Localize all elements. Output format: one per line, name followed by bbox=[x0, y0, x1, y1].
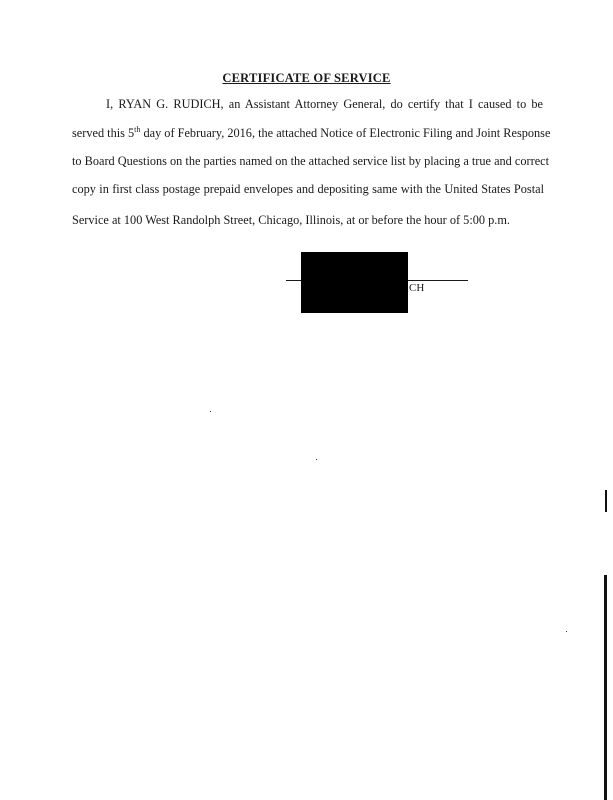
document-title: CERTIFICATE OF SERVICE bbox=[222, 71, 391, 85]
body-line-2-end: day of February, 2016, the attached Notice of Electronic Filing and Joint Response bbox=[140, 126, 551, 140]
body-line-4: copy in first class postage prepaid envelopes and depositing same with the United States Postal bbox=[72, 182, 544, 196]
scan-speck bbox=[566, 631, 567, 632]
body-line-5: Service at 100 West Randolph Street, Chicago, Illinois, at or before the hour of 5:00 p.m. bbox=[72, 213, 510, 227]
body-line-3: to Board Questions on the parties named on the attached service list by placing a true and correct bbox=[72, 154, 550, 168]
ordinal-suffix: th bbox=[134, 125, 141, 134]
body-line-2 bbox=[72, 125, 551, 141]
body-line-2-start: served this 5 bbox=[72, 126, 135, 140]
scan-edge-mark bbox=[605, 490, 607, 512]
body-line-1: I, RYAN G. RUDICH, an Assistant Attorney General, do certify that I caused to be bbox=[106, 97, 543, 111]
scan-edge-mark bbox=[604, 575, 607, 800]
scan-speck bbox=[316, 459, 317, 460]
redaction-block bbox=[301, 252, 408, 313]
scan-speck bbox=[210, 411, 211, 412]
signature-name-fragment: CH bbox=[409, 282, 425, 294]
